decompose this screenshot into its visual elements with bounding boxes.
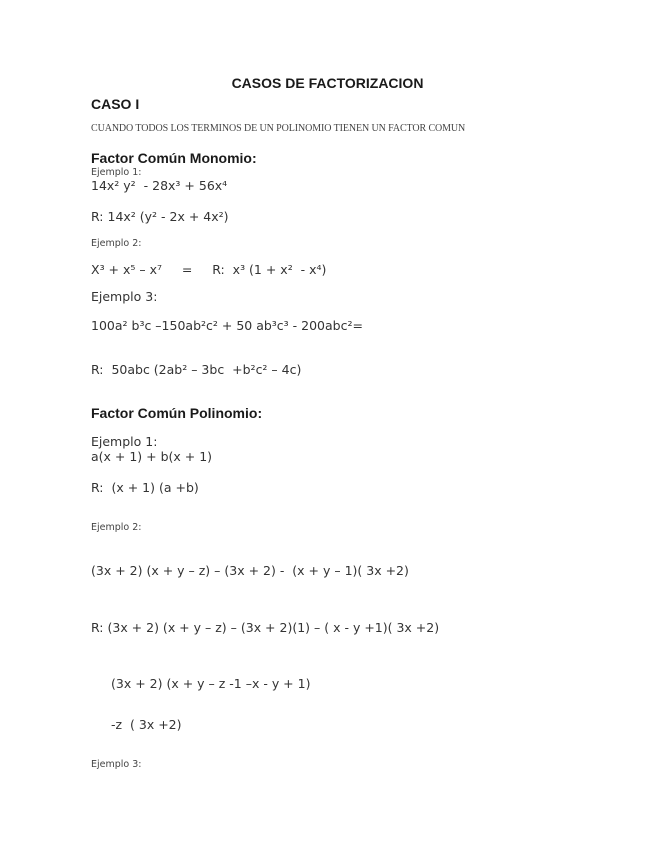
math-result: R: 50abc (2ab² – 3bc +b²c² – 4c) [91,362,302,377]
section-heading-caso: CASO I [91,96,140,112]
math-expression: 14x² y² - 28x³ + 56x⁴ [91,178,228,193]
example-label: Ejemplo 2: [91,238,142,249]
heading-factor-comun-monomio: Factor Común Monomio: [91,150,257,166]
math-step: (3x + 2) (x + y – z -1 –x - y + 1) [111,676,311,691]
example-label: Ejemplo 1: [91,167,142,178]
example-label: Ejemplo 3: [91,759,142,770]
math-expression: a(x + 1) + b(x + 1) [91,449,213,464]
math-step: -z ( 3x +2) [111,717,182,732]
example-label: Ejemplo 1: [91,434,158,449]
math-result: R: 14x² (y² - 2x + 4x²) [91,209,229,224]
math-expression: (3x + 2) (x + y – z) – (3x + 2) - (x + y – 1)( 3x +2) [91,563,409,578]
page-title: CASOS DE FACTORIZACION [231,75,424,91]
math-expression: 100a² b³c –150ab²c² + 50 ab³c³ - 200abc²= [91,318,363,333]
case-description: CUANDO TODOS LOS TERMINOS DE UN POLINOMIO TIENEN UN FACTOR COMUN [91,123,466,134]
math-result: R: (3x + 2) (x + y – z) – (3x + 2)(1) – ( x - y +1)( 3x +2) [91,620,440,635]
heading-factor-comun-polinomio: Factor Común Polinomio: [91,405,263,421]
example-label: Ejemplo 2: [91,522,142,533]
math-result: R: (x + 1) (a +b) [91,480,199,495]
math-expression: X³ + x⁵ – x⁷ = R: x³ (1 + x² - x⁴) [91,262,327,277]
example-label: Ejemplo 3: [91,289,158,304]
